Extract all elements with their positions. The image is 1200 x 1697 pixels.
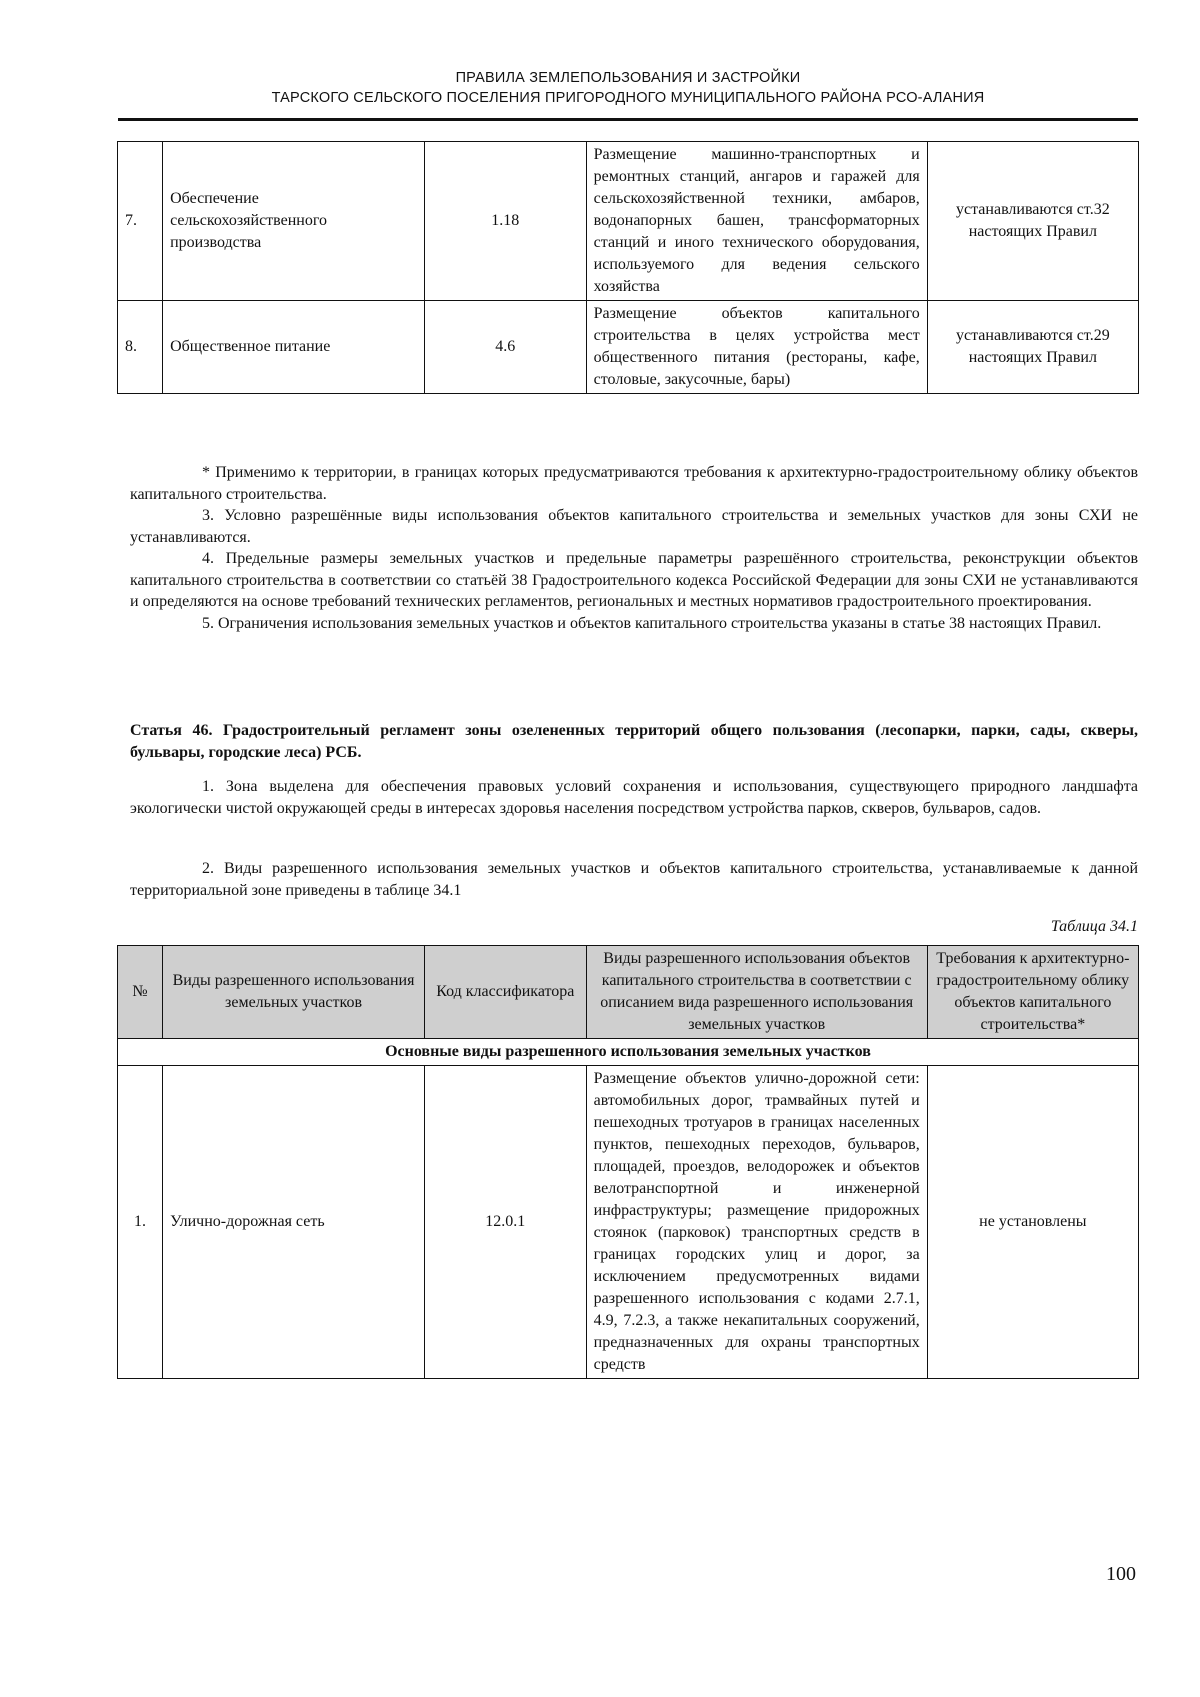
- article-paragraph-1: [130, 776, 1138, 819]
- header-description: Виды разрешенного использования объектов капитального строительства в соответствии с описанием вида разрешенного использования земельных участков: [586, 946, 927, 1039]
- paragraph-4: 4. Предельные размеры земельных участков и предельные параметры разрешённого строительства, реконструкции объектов капитального строительства в соответствии со статьёй 38 Градостроительного кодекса Российской Федерации для зоны СХИ не устанавливаются и определяются на основе требований технических регламентов, региональных и местных нормативов градостроительного проектирования.: [130, 550, 1138, 610]
- row-number: 1.: [118, 1066, 163, 1379]
- use-description: Размещение машинно-транспортных и ремонтных станций, ангаров и гаражей для сельскохозяйственной техники, амбаров, водонапорных башен, трансформаторных станций и иного технического оборудования, используемого для ведения сельского хозяйства: [586, 142, 927, 301]
- use-type: Обеспечение сельскохозяйственного производства: [163, 142, 425, 301]
- section-title: Основные виды разрешенного использования земельных участков: [118, 1039, 1139, 1066]
- use-type: Общественное питание: [163, 301, 425, 394]
- use-type: Улично-дорожная сеть: [163, 1066, 425, 1379]
- header-line-2: ТАРСКОГО СЕЛЬСКОГО ПОСЕЛЕНИЯ ПРИГОРОДНОГО МУНИЦИПАЛЬНОГО РАЙОНА РСО-АЛАНИЯ: [271, 90, 985, 106]
- row-number: 7.: [118, 142, 163, 301]
- header-line-1: ПРАВИЛА ЗЕМЛЕПОЛЬЗОВАНИЯ И ЗАСТРОЙКИ: [455, 70, 801, 86]
- header-requirements: Требования к архитектурно-градостроительному облику объектов капитального строительства*: [927, 946, 1138, 1039]
- notes-block: [130, 462, 1138, 634]
- header-use: Виды разрешенного использования земельных участков: [163, 946, 425, 1039]
- header-rule: [118, 118, 1138, 121]
- running-header: [118, 68, 1138, 108]
- row-number: 8.: [118, 301, 163, 394]
- paragraph-3: 3. Условно разрешённые виды использования объектов капитального строительства и земельных участков для зоны СХИ не устанавливаются.: [130, 507, 1138, 546]
- page-number: 100: [1106, 1563, 1136, 1585]
- table-continuation: [117, 141, 1139, 394]
- article-paragraph-1-text: 1. Зона выделена для обеспечения правовых условий сохранения и использования, существующего природного ландшафта экологически чистой окружающей среды в интересах здоровья населения посредством устройства парков, скверов, бульваров, садов.: [130, 778, 1138, 817]
- requirements: не установлены: [927, 1066, 1138, 1379]
- table-row: [118, 301, 1139, 394]
- classifier-code: 12.0.1: [424, 1066, 586, 1379]
- table-header-row: [118, 946, 1139, 1039]
- paragraph-5: 5. Ограничения использования земельных участков и объектов капитального строительства указаны в статье 38 настоящих Правил.: [202, 614, 1102, 632]
- requirements: устанавливаются ст.29 настоящих Правил: [927, 301, 1138, 394]
- header-num: №: [118, 946, 163, 1039]
- table-row: [118, 1066, 1139, 1379]
- use-description: Размещение объектов улично-дорожной сети: автомобильных дорог, трамвайных путей и пешеходных тротуаров в границах населенных пунктов, пешеходных переходов, бульваров, площадей, проездов, велодорожек и объектов велотранспортной и инженерной инфраструктуры; размещение придорожных стоянок (парковок) транспортных средств в границах городских улиц и дорог, за исключением предусмотренных видами разрешенного использования с кодами 2.7.1, 4.9, 7.2.3, а также некапитальных сооружений, предназначенных для охраны транспортных средств: [586, 1066, 927, 1379]
- header-code: Код классификатора: [424, 946, 586, 1039]
- footnote: * Применимо к территории, в границах которых предусматриваются требования к архитектурно-градостроительному облику объектов капитального строительства.: [130, 464, 1138, 503]
- article-paragraph-2-text: 2. Виды разрешенного использования земельных участков и объектов капитального строительства, устанавливаемые к данной территориальной зоне приведены в таблице 34.1: [130, 860, 1138, 899]
- use-description: Размещение объектов капитального строительства в целях устройства мест общественного питания (рестораны, кафе, столовые, закусочные, бары): [586, 301, 927, 394]
- classifier-code: 1.18: [424, 142, 586, 301]
- requirements: устанавливаются ст.32 настоящих Правил: [927, 142, 1138, 301]
- classifier-code: 4.6: [424, 301, 586, 394]
- table-row: [118, 142, 1139, 301]
- article-title: Статья 46. Градостроительный регламент зоны озелененных территорий общего пользования (лесопарки, парки, сады, скверы, бульвары, городские леса) РСБ.: [130, 722, 1138, 761]
- table-34-1: [117, 945, 1139, 1379]
- article-paragraph-2: [130, 858, 1138, 901]
- section-row: [118, 1039, 1139, 1066]
- table-caption: Таблица 34.1: [1050, 918, 1138, 935]
